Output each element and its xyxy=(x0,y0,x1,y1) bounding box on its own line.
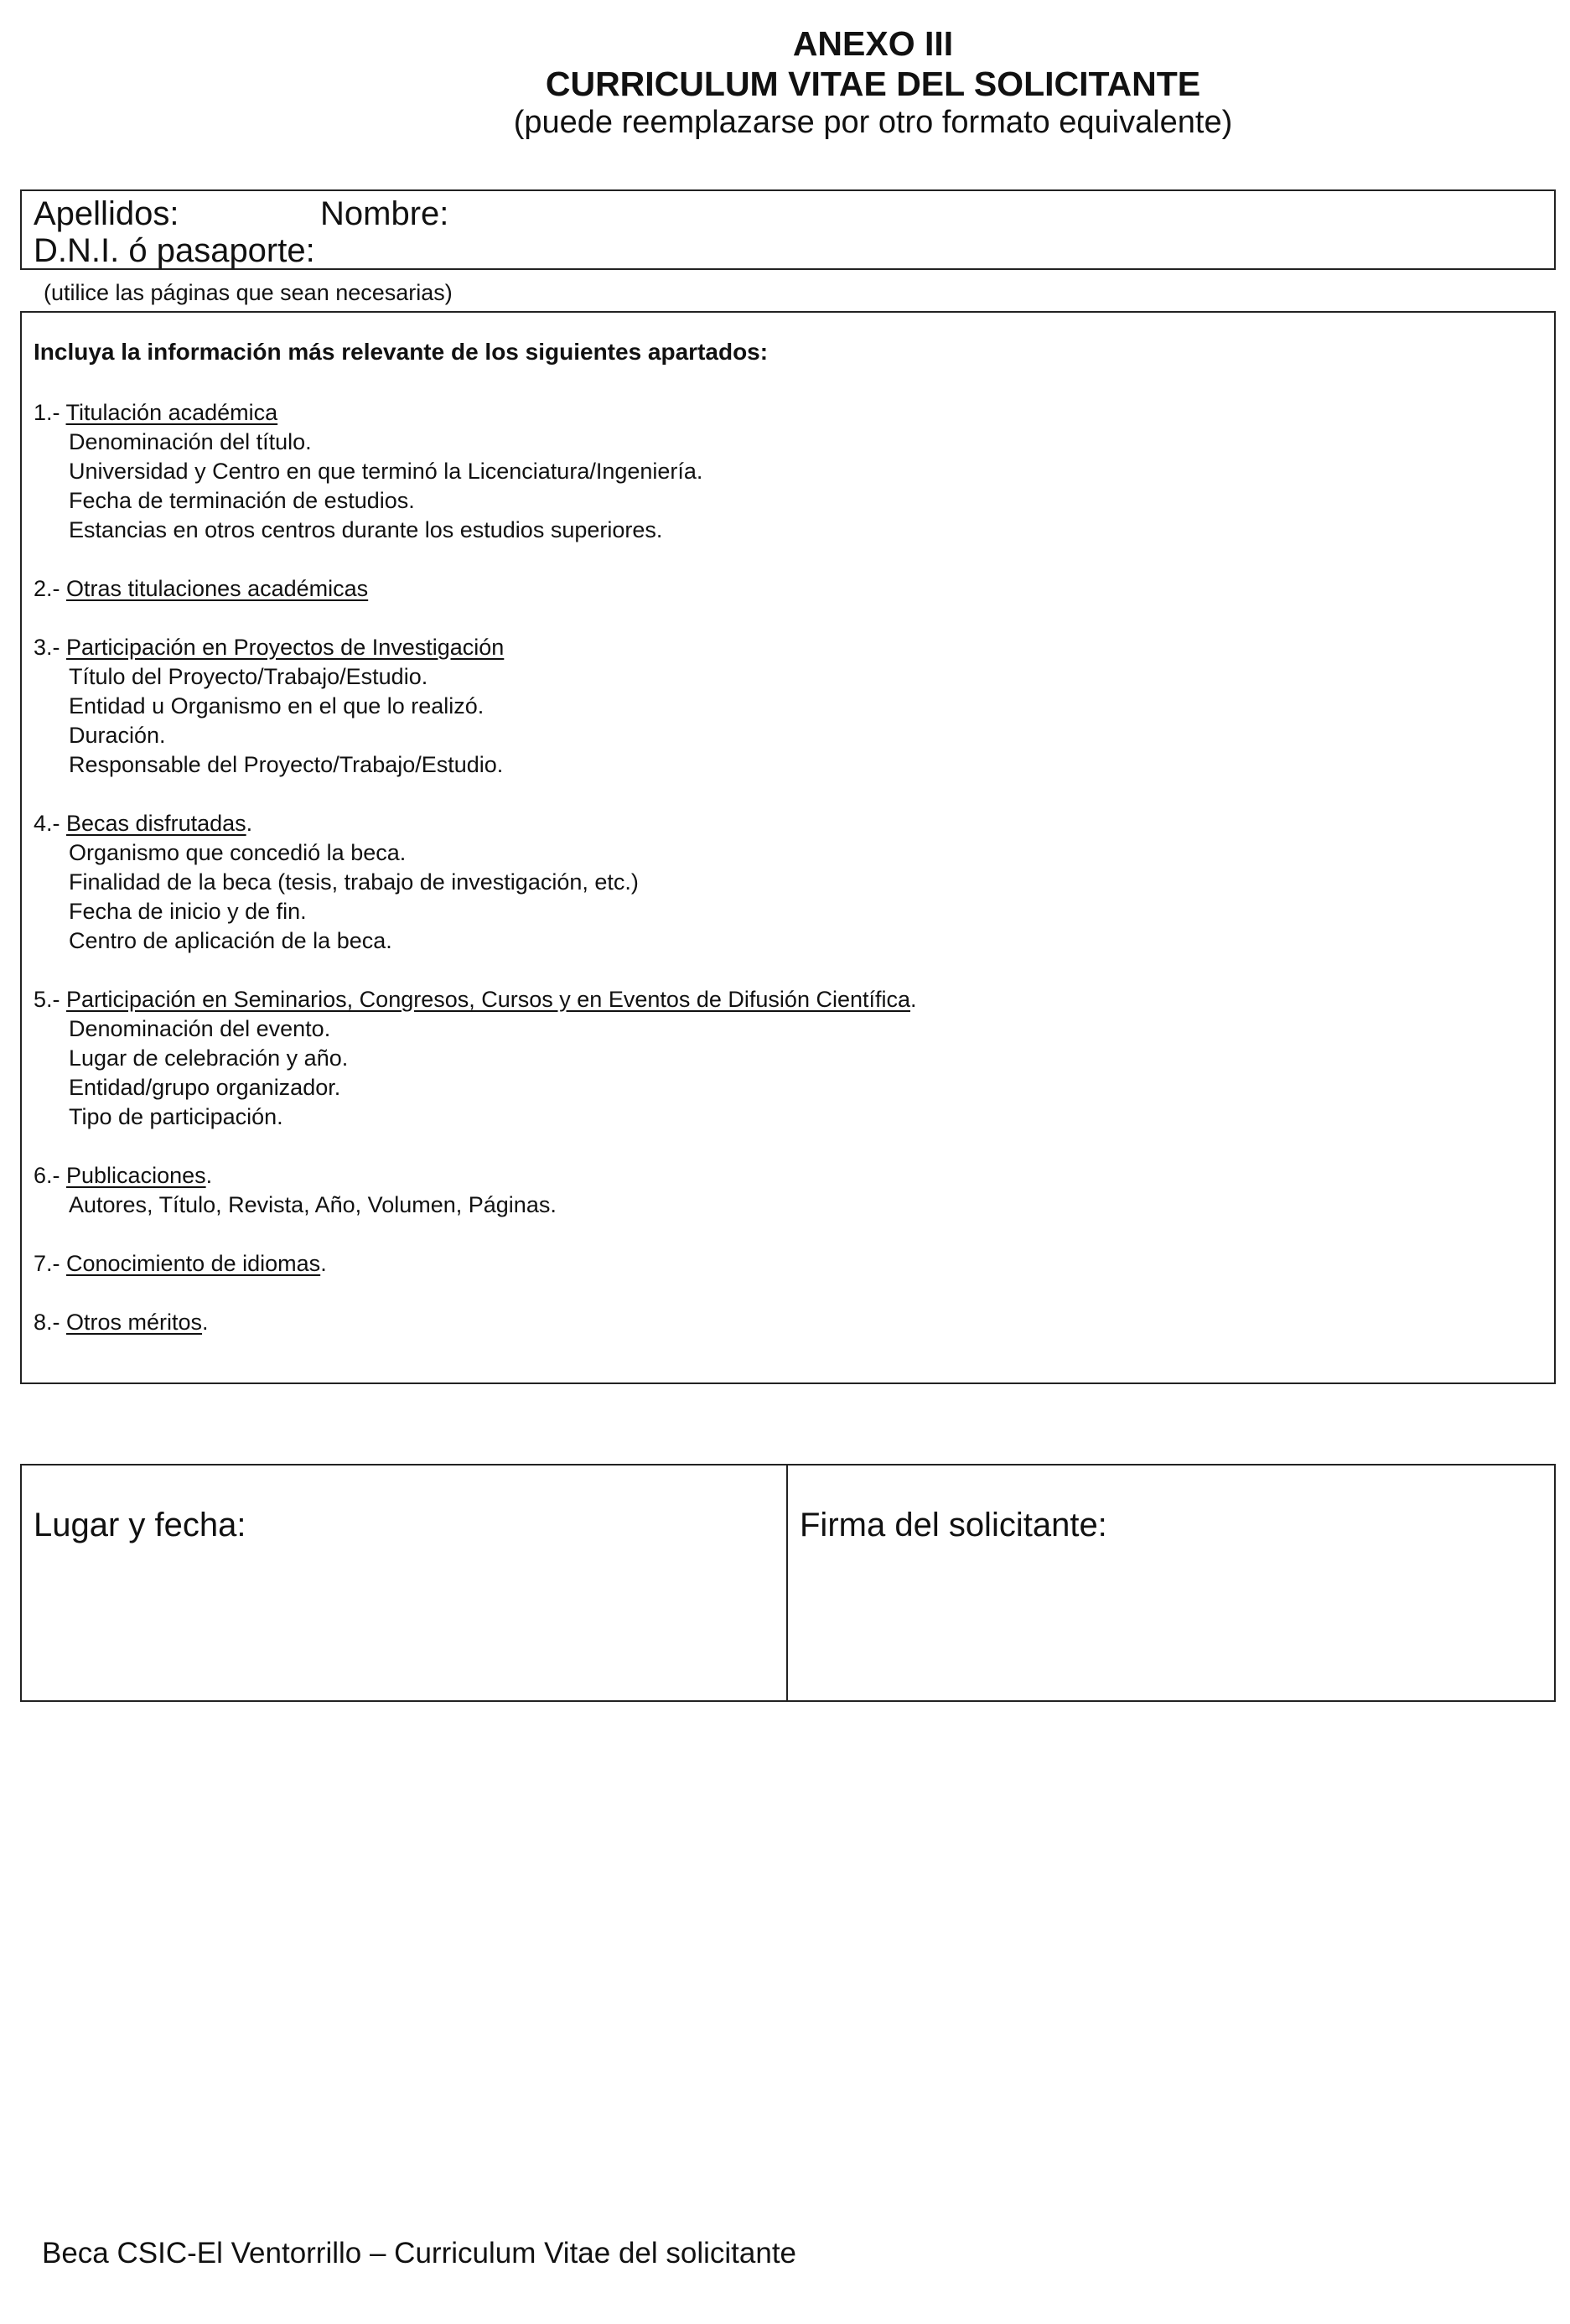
cv-section-title-suffix: . xyxy=(910,987,917,1012)
cv-section-title: Otros méritos xyxy=(66,1310,203,1335)
cv-section-title: Publicaciones xyxy=(66,1163,206,1188)
annex-title: ANEXO III xyxy=(792,24,954,63)
cv-section xyxy=(34,1308,1546,1337)
cv-section xyxy=(34,1249,1546,1279)
cv-section-item: Título del Proyecto/Trabajo/Estudio. xyxy=(69,664,428,689)
cv-section xyxy=(34,1161,1546,1220)
cv-section-number: 7.- xyxy=(34,1251,67,1276)
cv-section-item: Responsable del Proyecto/Trabajo/Estudio. xyxy=(69,752,504,777)
cv-section-heading xyxy=(34,398,1546,428)
cv-instructions: Incluya la información más relevante de los siguientes apartados: xyxy=(34,339,769,365)
cv-section-number: 8.- xyxy=(34,1310,67,1335)
applicant-identity-box xyxy=(20,189,1556,270)
cv-section-number: 1.- xyxy=(34,400,66,425)
cv-section-item: Estancias en otros centros durante los estudios superiores. xyxy=(69,517,663,542)
cv-section-item: Autores, Título, Revista, Año, Volumen, Páginas. xyxy=(69,1192,557,1217)
cv-section xyxy=(34,633,1546,780)
cv-section-number: 6.- xyxy=(34,1163,67,1188)
name-field-label: Nombre: xyxy=(320,195,449,232)
cv-section-item: Centro de aplicación de la beca. xyxy=(69,928,392,953)
cv-section-item: Universidad y Centro en que terminó la Licenciatura/Ingeniería. xyxy=(69,459,703,484)
cv-section xyxy=(34,574,1546,604)
cv-section xyxy=(34,809,1546,956)
document-subtitle: (puede reemplazarse por otro formato equivalente) xyxy=(513,105,1233,140)
cv-section-title-suffix: . xyxy=(320,1251,327,1276)
pages-note: (utilice las páginas que sean necesarias) xyxy=(44,280,453,305)
cv-section-heading xyxy=(34,1308,1546,1337)
place-date-cell xyxy=(22,1465,788,1700)
cv-section xyxy=(34,985,1546,1132)
cv-section-number: 2.- xyxy=(34,576,67,601)
place-date-label: Lugar y fecha: xyxy=(34,1507,246,1543)
cv-section-heading xyxy=(34,1161,1546,1191)
cv-section-title: Otras titulaciones académicas xyxy=(66,576,369,601)
cv-section xyxy=(34,398,1546,545)
cv-section-title: Becas disfrutadas xyxy=(66,811,246,836)
cv-section-item: Entidad/grupo organizador. xyxy=(69,1075,341,1100)
cv-section-item: Denominación del evento. xyxy=(69,1016,331,1041)
cv-section-item: Duración. xyxy=(69,723,166,748)
cv-section-title: Titulación académica xyxy=(65,400,278,425)
cv-section-heading xyxy=(34,809,1546,838)
cv-section-item: Fecha de inicio y de fin. xyxy=(69,899,307,924)
cv-section-item: Fecha de terminación de estudios. xyxy=(69,488,415,513)
document-title: CURRICULUM VITAE DEL SOLICITANTE xyxy=(545,65,1201,103)
cv-section-title: Participación en Seminarios, Congresos, Cursos y en Eventos de Difusión Científica xyxy=(66,987,911,1012)
cv-content-box xyxy=(20,311,1556,1384)
cv-section-heading xyxy=(34,574,1546,604)
signature-label: Firma del solicitante: xyxy=(800,1507,1107,1543)
cv-section-item: Tipo de participación. xyxy=(69,1104,283,1129)
id-document-field-label: D.N.I. ó pasaporte: xyxy=(34,232,315,269)
document-header xyxy=(88,23,1570,141)
cv-section-item: Lugar de celebración y año. xyxy=(69,1045,349,1071)
cv-section-heading xyxy=(34,633,1546,662)
cv-section-title: Participación en Proyectos de Investigación xyxy=(66,635,505,660)
cv-section-item: Entidad u Organismo en el que lo realizó. xyxy=(69,693,484,718)
surname-field-label: Apellidos: xyxy=(34,195,179,232)
cv-section-item: Finalidad de la beca (tesis, trabajo de investigación, etc.) xyxy=(69,869,639,895)
page-footer: Beca CSIC-El Ventorrillo – Curriculum Vitae del solicitante xyxy=(42,2237,797,2270)
cv-section-title-suffix: . xyxy=(202,1310,209,1335)
cv-section-number: 5.- xyxy=(34,987,67,1012)
cv-sections-list xyxy=(34,398,1546,1367)
signature-cell xyxy=(788,1465,1554,1700)
cv-section-title: Conocimiento de idiomas xyxy=(66,1251,321,1276)
signature-box xyxy=(20,1464,1556,1702)
cv-section-heading xyxy=(34,985,1546,1014)
cv-section-heading xyxy=(34,1249,1546,1279)
cv-section-number: 4.- xyxy=(34,811,67,836)
cv-section-title-suffix: . xyxy=(246,811,253,836)
cv-section-item: Organismo que concedió la beca. xyxy=(69,840,407,865)
cv-section-title-suffix: . xyxy=(205,1163,213,1188)
cv-section-item: Denominación del título. xyxy=(69,429,312,454)
cv-section-number: 3.- xyxy=(34,635,67,660)
